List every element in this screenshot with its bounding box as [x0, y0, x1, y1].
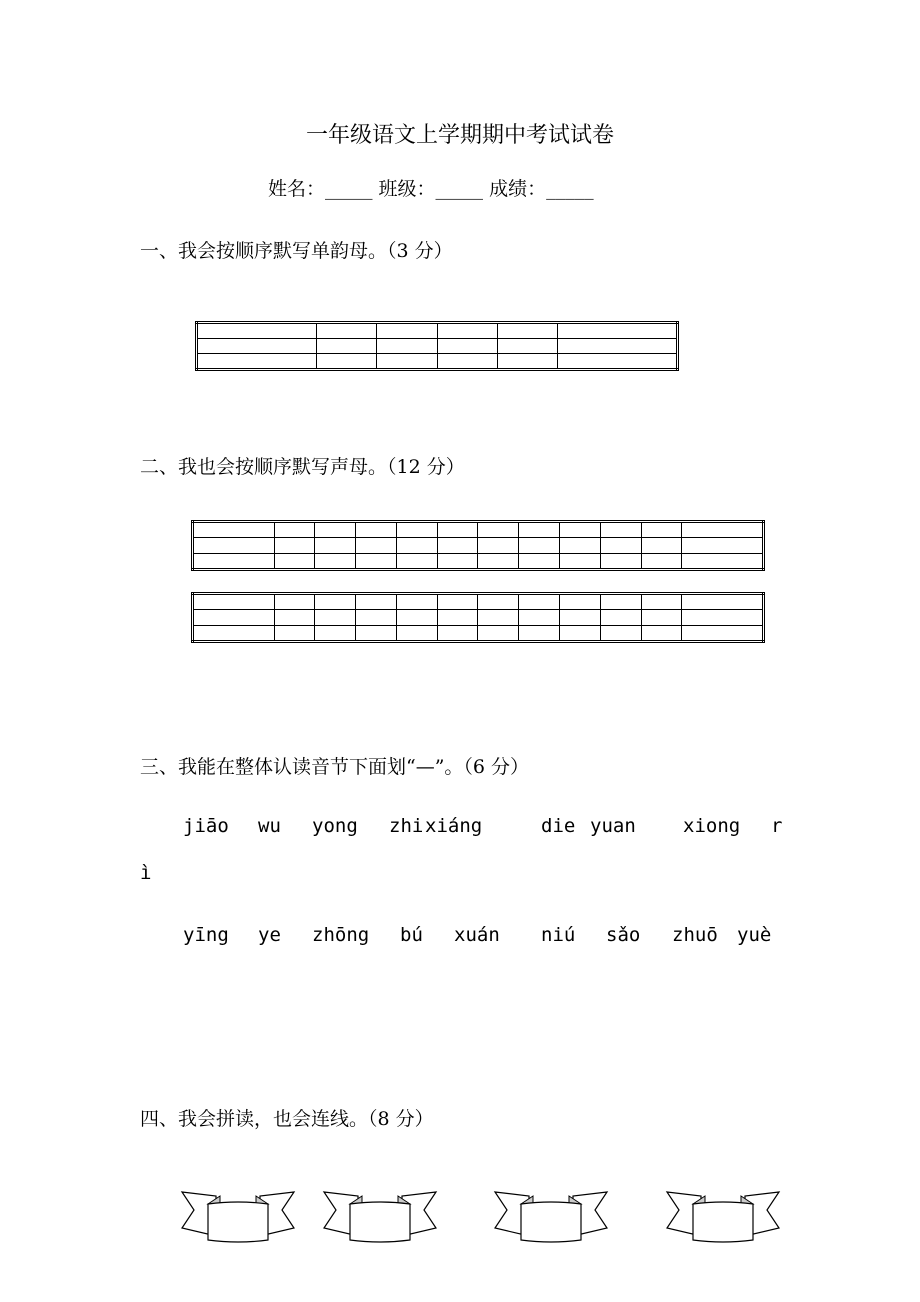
pinyin-syllable[interactable]: sǎo: [606, 924, 641, 946]
writing-cell: [197, 353, 317, 369]
writing-cell: [317, 339, 377, 354]
writing-cell: [274, 625, 315, 641]
writing-cell: [193, 538, 275, 553]
writing-cell: [274, 594, 315, 610]
writing-cell: [315, 522, 356, 538]
writing-cell: [478, 522, 519, 538]
pinyin-syllable[interactable]: xiáng: [425, 815, 483, 837]
ribbon-banner: [322, 1188, 438, 1248]
pinyin-wrap: ì: [140, 862, 152, 884]
writing-cell: [519, 610, 560, 625]
pinyin-syllable[interactable]: jiāo: [183, 815, 229, 837]
writing-cell: [274, 553, 315, 569]
section-1-heading: 一、我会按顺序默写单韵母。（3 分）: [140, 240, 453, 262]
section-2-heading: 二、我也会按顺序默写声母。（12 分）: [140, 456, 465, 478]
pinyin-syllable[interactable]: zhuō: [672, 924, 718, 946]
ribbon-banner: [493, 1188, 609, 1248]
writing-cell: [560, 553, 601, 569]
writing-cell: [478, 538, 519, 553]
writing-cell: [193, 625, 275, 641]
writing-cell: [377, 323, 437, 339]
writing-cell: [600, 522, 641, 538]
writing-cell: [519, 594, 560, 610]
writing-cell: [315, 625, 356, 641]
writing-cell: [560, 610, 601, 625]
writing-cell: [560, 594, 601, 610]
writing-cell: [497, 323, 557, 339]
writing-cell: [560, 522, 601, 538]
pinyin-syllable[interactable]: xuán: [454, 924, 500, 946]
pinyin-syllable[interactable]: ye: [258, 924, 281, 946]
writing-cell: [641, 625, 682, 641]
writing-cell: [557, 323, 677, 339]
writing-cell: [519, 522, 560, 538]
pinyin-syllable[interactable]: yīng: [183, 924, 229, 946]
writing-cell: [641, 594, 682, 610]
writing-cell: [274, 522, 315, 538]
writing-cell: [478, 594, 519, 610]
writing-cell: [497, 339, 557, 354]
writing-cell: [600, 610, 641, 625]
writing-cell: [437, 538, 478, 553]
student-info-line: 姓名：_____ 班级：_____ 成绩：_____: [268, 178, 594, 200]
pinyin-syllable[interactable]: zhōng: [312, 924, 370, 946]
pinyin-syllable[interactable]: yuan: [590, 815, 636, 837]
writing-cell: [274, 610, 315, 625]
writing-cell: [317, 353, 377, 369]
writing-cell: [356, 553, 397, 569]
writing-cell: [437, 553, 478, 569]
vowel-writing-grid: [195, 321, 679, 371]
writing-cell: [193, 553, 275, 569]
pinyin-syllable[interactable]: die: [541, 815, 576, 837]
writing-cell: [600, 594, 641, 610]
writing-cell: [315, 553, 356, 569]
consonant-writing-grid-1: [191, 520, 765, 571]
pinyin-syllable[interactable]: xiong: [683, 815, 741, 837]
writing-cell: [641, 538, 682, 553]
writing-cell: [396, 594, 437, 610]
pinyin-syllable[interactable]: wu: [258, 815, 281, 837]
writing-cell: [641, 553, 682, 569]
writing-cell: [437, 339, 497, 354]
writing-cell: [682, 610, 764, 625]
writing-cell: [396, 522, 437, 538]
writing-cell: [519, 625, 560, 641]
writing-cell: [682, 538, 764, 553]
writing-cell: [560, 625, 601, 641]
writing-cell: [193, 522, 275, 538]
writing-cell: [478, 610, 519, 625]
section-4-heading: 四、我会拼读，也会连线。（8 分）: [140, 1108, 434, 1130]
writing-cell: [519, 553, 560, 569]
writing-cell: [641, 610, 682, 625]
writing-cell: [557, 339, 677, 354]
writing-cell: [682, 594, 764, 610]
writing-cell: [396, 553, 437, 569]
writing-cell: [437, 610, 478, 625]
writing-cell: [356, 594, 397, 610]
writing-cell: [682, 625, 764, 641]
writing-cell: [356, 625, 397, 641]
pinyin-syllable[interactable]: r: [771, 815, 783, 837]
writing-cell: [356, 522, 397, 538]
ribbon-banner: [180, 1188, 296, 1248]
pinyin-syllable[interactable]: zhi: [389, 815, 424, 837]
writing-cell: [197, 339, 317, 354]
pinyin-syllable[interactable]: bú: [400, 924, 423, 946]
pinyin-syllable[interactable]: niú: [541, 924, 576, 946]
writing-cell: [437, 353, 497, 369]
writing-cell: [197, 323, 317, 339]
writing-cell: [396, 610, 437, 625]
pinyin-syllable[interactable]: yuè: [737, 924, 772, 946]
writing-cell: [437, 522, 478, 538]
section-3-heading: 三、我能在整体认读音节下面划“—”。（6 分）: [140, 756, 530, 778]
writing-cell: [437, 323, 497, 339]
writing-cell: [560, 538, 601, 553]
writing-cell: [497, 353, 557, 369]
writing-cell: [317, 323, 377, 339]
writing-cell: [356, 538, 397, 553]
writing-cell: [600, 625, 641, 641]
writing-cell: [193, 610, 275, 625]
writing-cell: [193, 594, 275, 610]
writing-cell: [519, 538, 560, 553]
writing-cell: [600, 538, 641, 553]
page-title: 一年级语文上学期期中考试试卷: [305, 123, 614, 148]
writing-cell: [377, 339, 437, 354]
writing-cell: [641, 522, 682, 538]
ribbon-banner: [665, 1188, 781, 1248]
writing-cell: [478, 553, 519, 569]
consonant-writing-grid-2: [191, 592, 765, 643]
writing-cell: [315, 610, 356, 625]
writing-cell: [315, 594, 356, 610]
writing-cell: [478, 625, 519, 641]
writing-cell: [682, 522, 764, 538]
writing-cell: [274, 538, 315, 553]
writing-cell: [377, 353, 437, 369]
writing-cell: [557, 353, 677, 369]
writing-cell: [437, 594, 478, 610]
pinyin-syllable[interactable]: yong: [312, 815, 358, 837]
writing-cell: [396, 625, 437, 641]
writing-cell: [315, 538, 356, 553]
writing-cell: [600, 553, 641, 569]
writing-cell: [396, 538, 437, 553]
writing-cell: [437, 625, 478, 641]
writing-cell: [356, 610, 397, 625]
writing-cell: [682, 553, 764, 569]
